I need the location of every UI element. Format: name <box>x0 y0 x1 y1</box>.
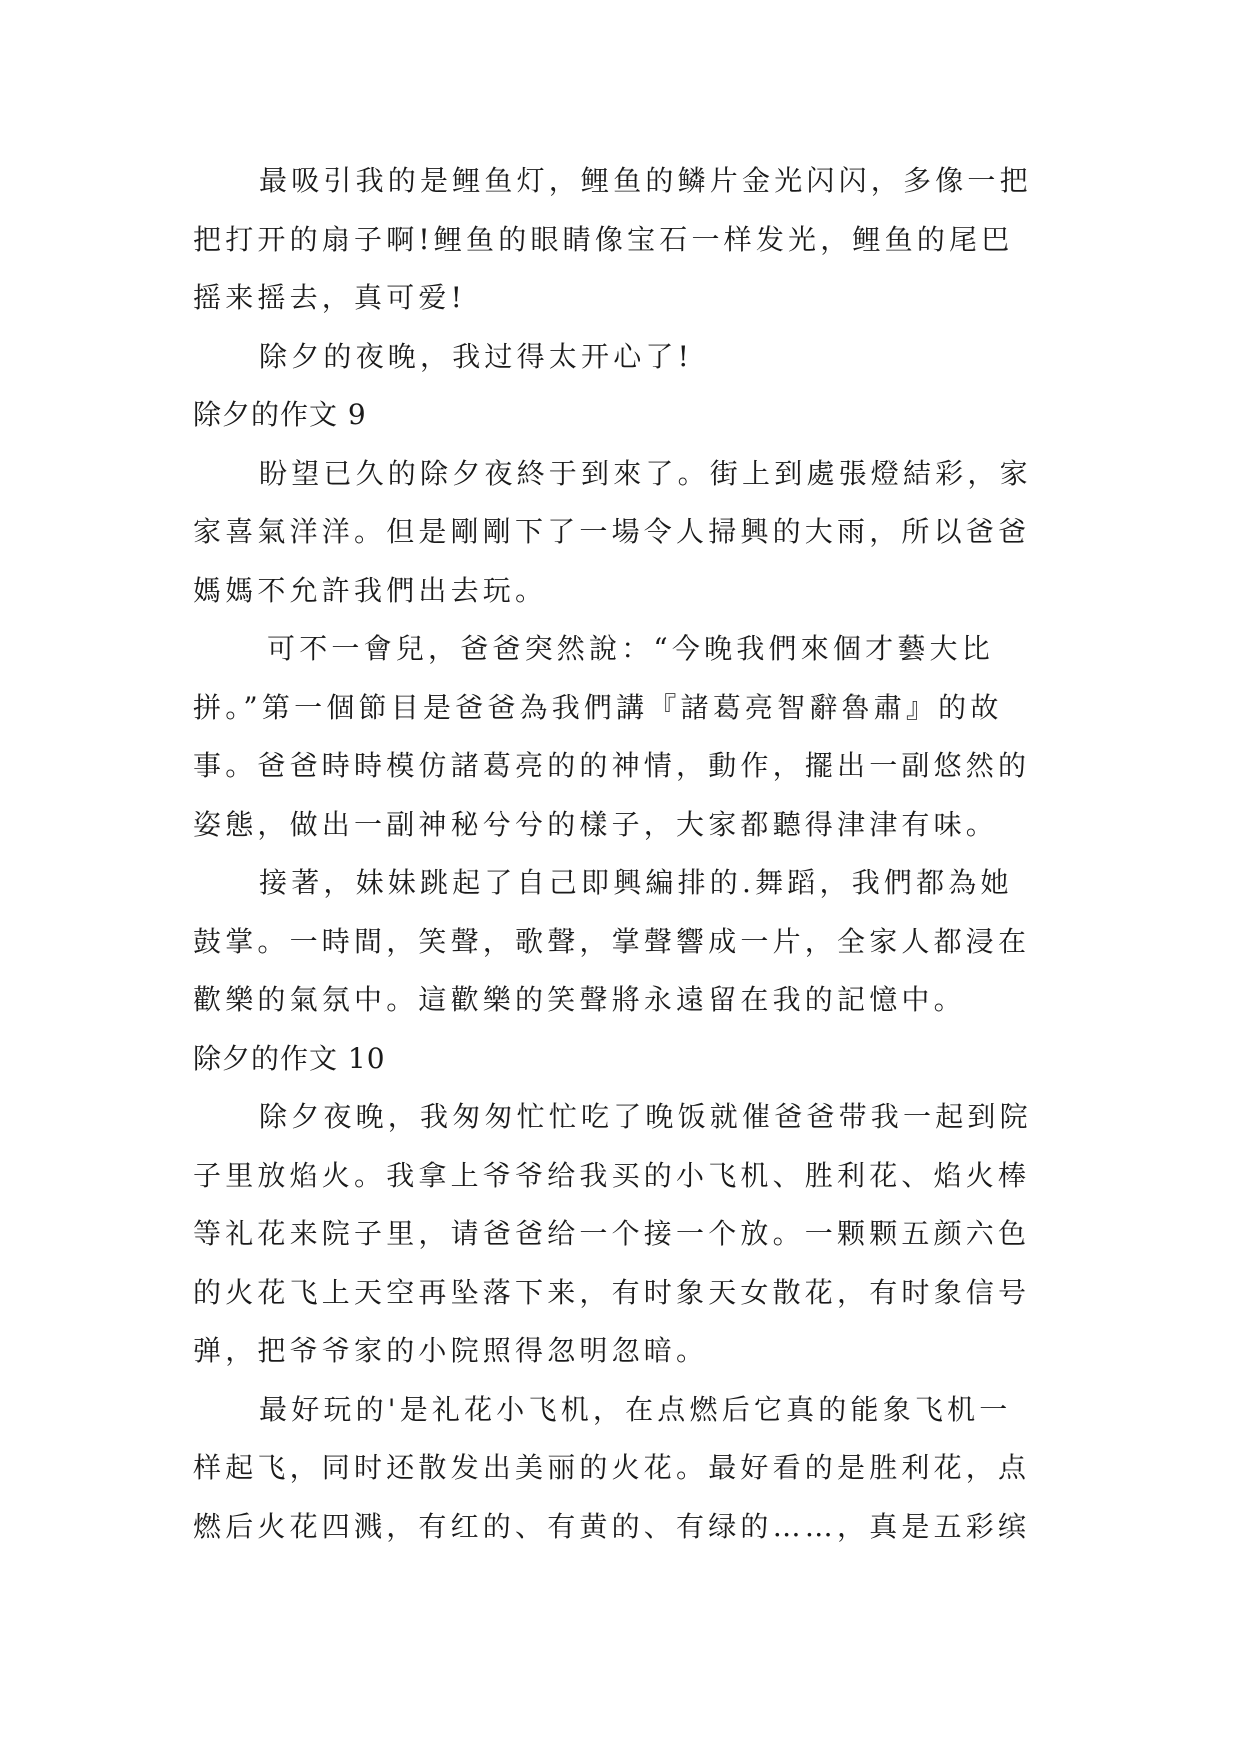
text-line: 家喜氣洋洋。但是剛剛下了一場令人掃興的大雨，所以爸爸 <box>193 515 1031 548</box>
text-line: 可不一會兒，爸爸突然說：“今晚我們來個才藝大比 <box>267 632 994 665</box>
text-line: 最好玩的'是礼花小飞机，在点燃后它真的能象飞机一 <box>259 1392 1012 1426</box>
text-line: 盼望已久的除夕夜終于到來了。街上到處張燈結彩，家 <box>259 456 1032 490</box>
text-line: 弹，把爷爷家的小院照得忽明忽暗。 <box>193 1334 709 1367</box>
text-line: 接著，妹妹跳起了自己即興編排的.舞蹈，我們都為她 <box>259 866 1013 899</box>
text-line: 燃后火花四溅，有红的、有黄的、有绿的……，真是五彩缤 <box>193 1509 1031 1543</box>
text-line: 媽媽不允許我們出去玩。 <box>193 573 548 607</box>
text-line: 最吸引我的是鲤鱼灯，鲤鱼的鳞片金光闪闪，多像一把 <box>259 164 1032 197</box>
text-line: 拼。”第一個節目是爸爸為我們講『諸葛亮智辭魯肅』的故 <box>193 690 1003 724</box>
text-line: 子里放焰火。我拿上爷爷给我买的小飞机、胜利花、焰火棒 <box>193 1158 1031 1192</box>
text-line: 除夕夜晚，我匆匆忙忙吃了晚饭就催爸爸带我一起到院 <box>259 1100 1032 1133</box>
text-line: 事。爸爸時時模仿諸葛亮的的神情，動作，擺出一副悠然的 <box>193 749 1031 782</box>
section-heading: 除夕的作文 9 <box>193 398 367 431</box>
text-line: 摇来摇去，真可爱! <box>193 281 467 314</box>
text-line: 姿態，做出一副神秘兮兮的樣子，大家都聽得津津有味。 <box>193 807 999 841</box>
text-line: 歡樂的氣氛中。這歡樂的笑聲將永遠留在我的記憶中。 <box>193 983 966 1016</box>
text-line: 样起飞，同时还散发出美丽的火花。最好看的是胜利花，点 <box>193 1451 1031 1484</box>
text-line: 等礼花来院子里，请爸爸给一个接一个放。一颗颗五颜六色 <box>193 1217 1031 1250</box>
text-line: 的火花飞上天空再坠落下来，有时象天女散花，有时象信号 <box>193 1275 1031 1309</box>
text-line: 把打开的扇子啊!鲤鱼的眼睛像宝石一样发光，鲤鱼的尾巴 <box>193 222 1014 256</box>
text-line: 除夕的夜晚，我过得太开心了! <box>259 339 694 373</box>
section-heading: 除夕的作文 10 <box>193 1041 386 1075</box>
text-line: 鼓掌。一時間，笑聲，歌聲，掌聲響成一片，全家人都浸在 <box>193 924 1031 958</box>
